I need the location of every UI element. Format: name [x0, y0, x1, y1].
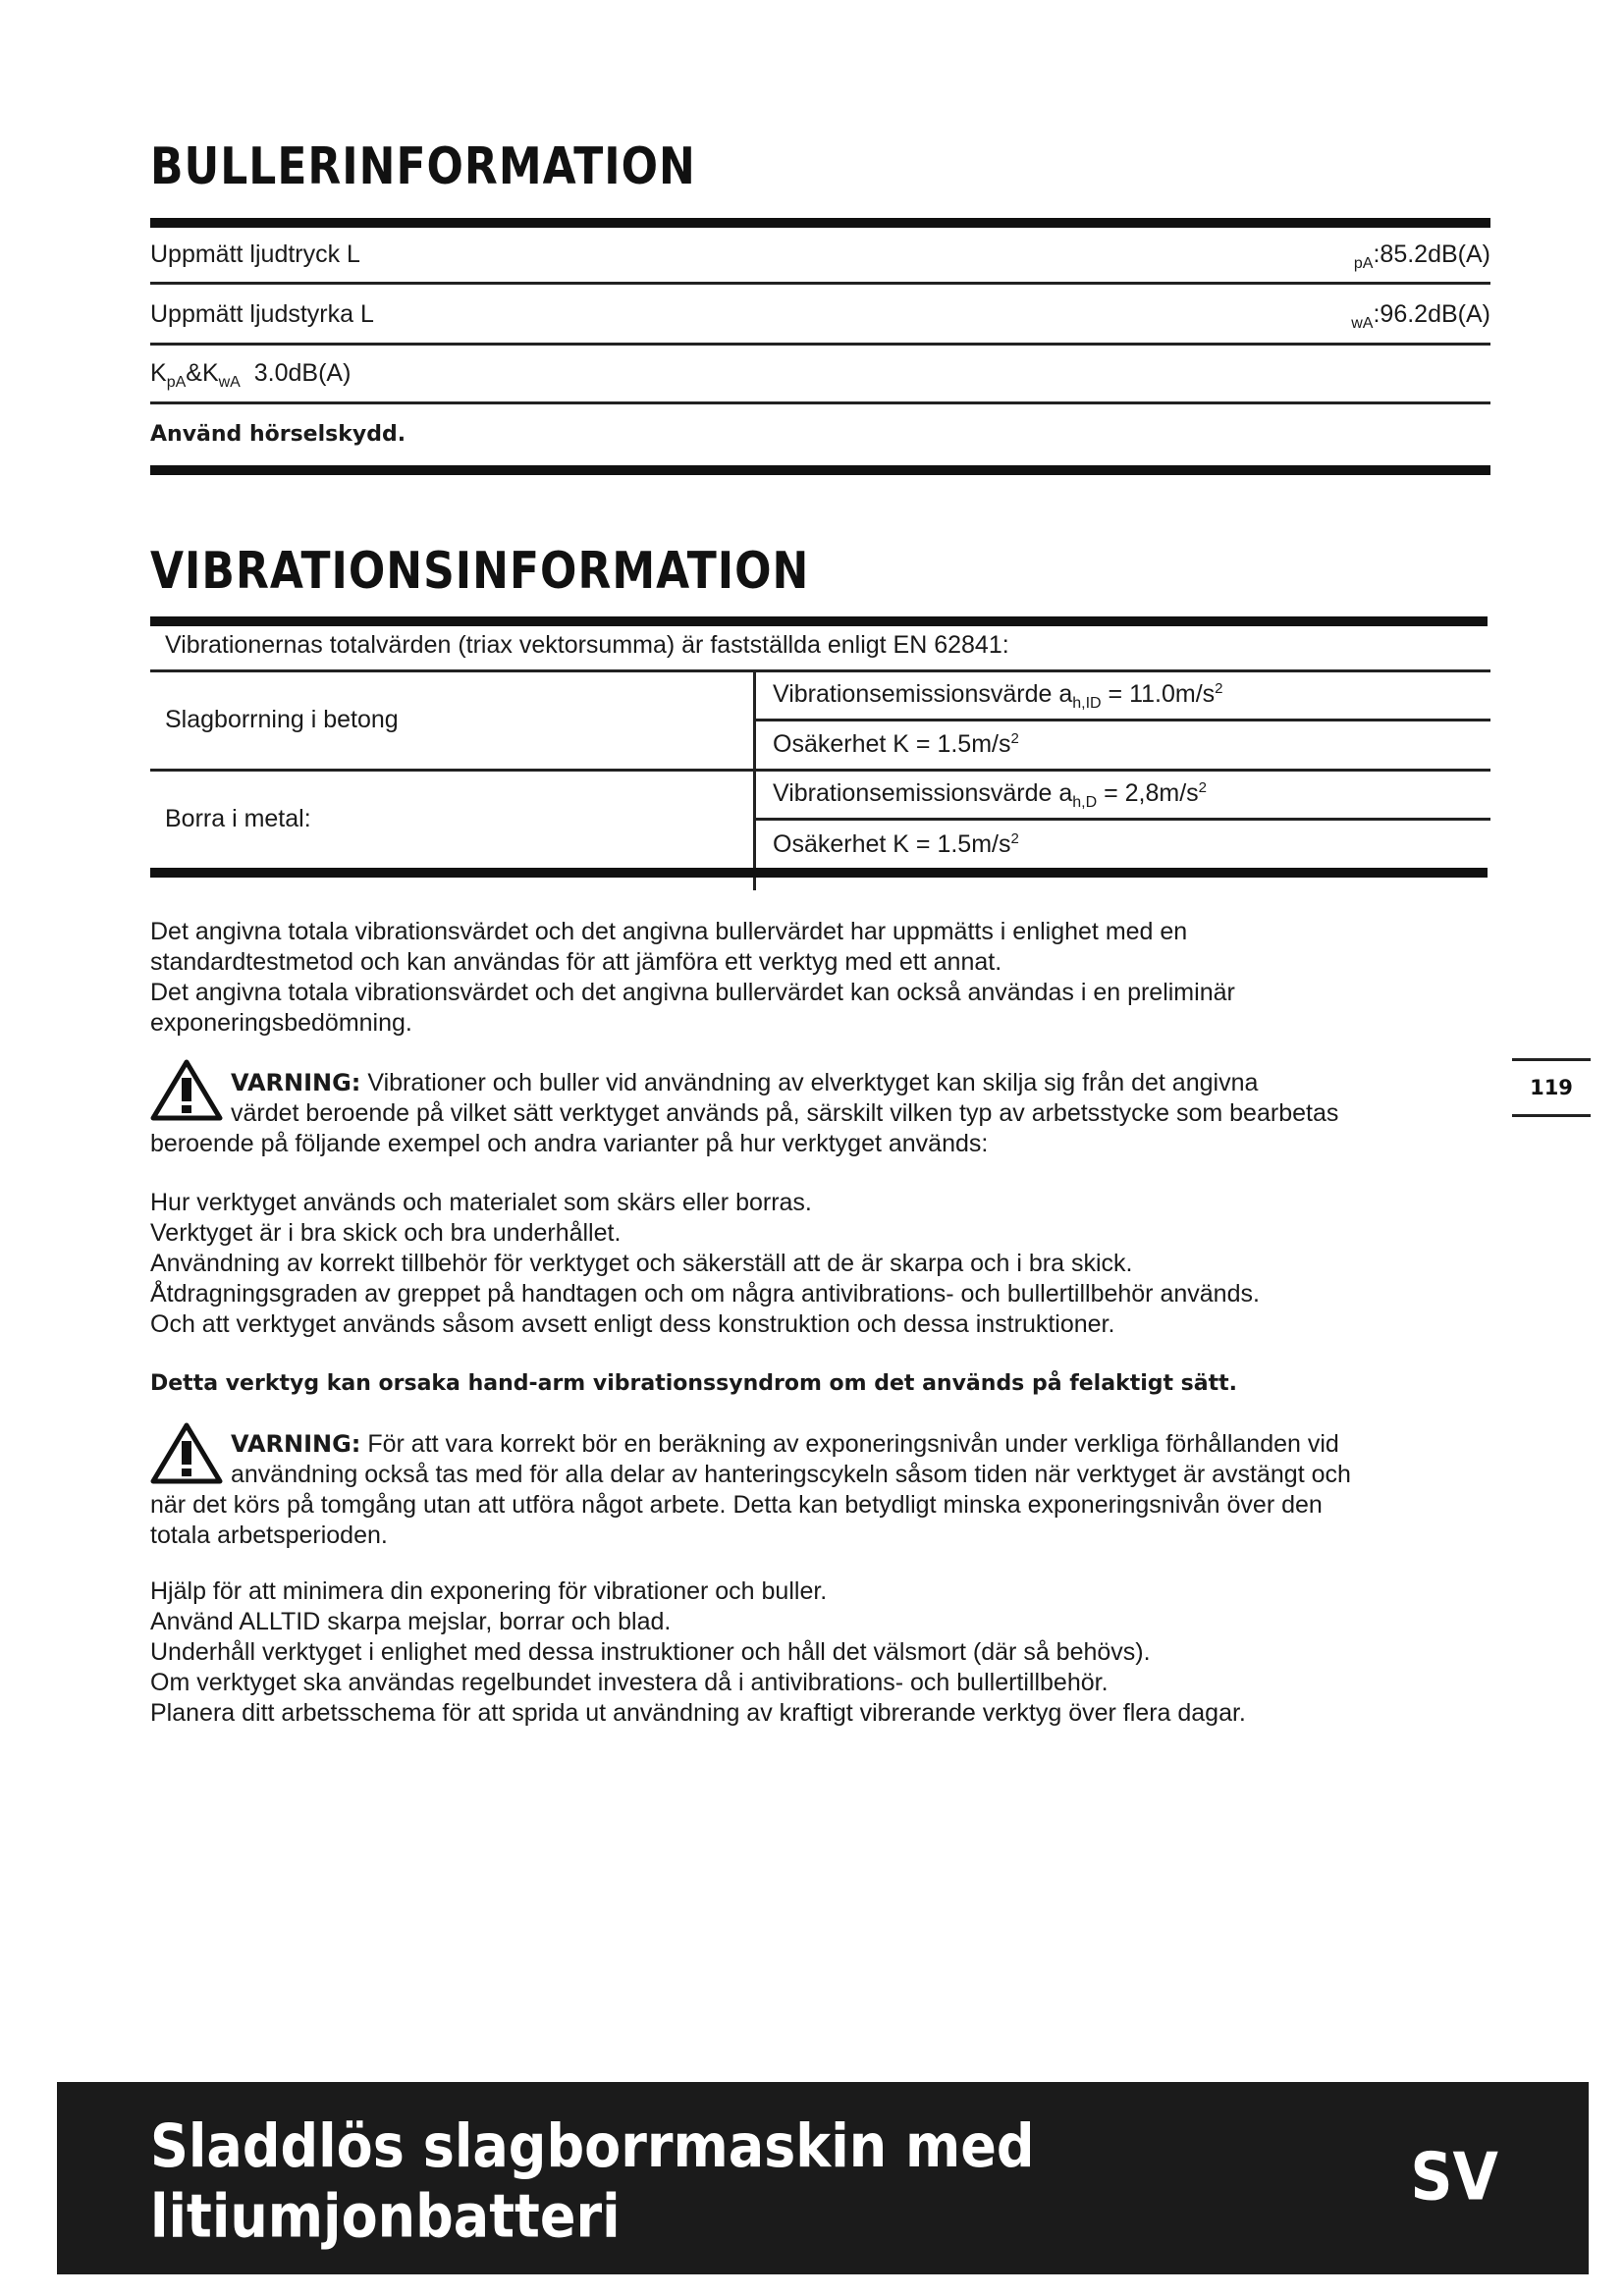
noise-row-pressure — [150, 240, 1490, 272]
warning-2 — [150, 1429, 1505, 1551]
vibration-uncertainty — [773, 729, 1019, 759]
noise-row-sub: wA — [1351, 315, 1374, 332]
vibration-mode: Borra i metal: — [165, 805, 311, 832]
text-line: totala arbetsperioden. — [150, 1522, 388, 1549]
warning-1 — [150, 1068, 1505, 1159]
exposure-tips-list — [150, 1576, 1505, 1729]
noise-row-k — [150, 358, 1490, 391]
vibration-emission — [773, 679, 1223, 712]
text-line: Det angivna totala vibrationsvärdet och det angivna bullervärdet har uppmätts i enlighet med en — [150, 918, 1188, 945]
noise-row-value: :85.2dB(A) — [1373, 240, 1490, 268]
hearing-protection-note: Använd hörselskydd. — [150, 422, 406, 447]
text-line: Vibrationer och buller vid användning av elverktyget kan skilja sig från det angivna — [360, 1069, 1259, 1096]
vibration-uncertainty — [773, 829, 1019, 859]
emission-sub: h,D — [1072, 794, 1098, 811]
divider — [753, 818, 1490, 821]
list-item: Underhåll verktyget i enlighet med dessa instruktioner och håll det välsmort (där så behövs). — [150, 1638, 1151, 1666]
divider — [1512, 1114, 1591, 1117]
hav-warning: Detta verktyg kan orsaka hand-arm vibrationssyndrom om det används på felaktigt sätt. — [150, 1371, 1238, 1396]
vibration-intro: Vibrationernas totalvärden (triax vektorsumma) är fastställda enligt EN 62841: — [165, 631, 1009, 659]
product-title — [150, 2111, 1035, 2252]
uncertainty-value: Osäkerhet K = 1.5m/s — [773, 830, 1011, 858]
emission-label: Vibrationsemissionsvärde a — [773, 779, 1073, 807]
list-item: Användning av korrekt tillbehör för verktyget och säkerställ att de är skarpa och i bra skick. — [150, 1250, 1133, 1277]
k-sub: pA — [166, 374, 187, 391]
language-code: SV — [1410, 2139, 1498, 2216]
noise-row-power — [150, 299, 1490, 332]
emission-value: = 11.0m/s — [1101, 680, 1216, 708]
text-line: när det körs på tomgång utan att utföra något arbete. Detta kan betydligt minska exponeringsnivån över den — [150, 1491, 1323, 1519]
page-number-tab — [1512, 1058, 1591, 1117]
divider — [150, 769, 1490, 772]
noise-row-label: Uppmätt ljudstyrka L — [150, 300, 374, 328]
list-item: Åtdragningsgraden av greppet på handtagen och om några antivibrations- och bullertillbehör används. — [150, 1280, 1260, 1308]
divider — [150, 282, 1490, 285]
footer-banner — [57, 2082, 1589, 2274]
divider — [753, 719, 1490, 721]
product-title-line: Sladdlös slagborrmaskin med — [150, 2111, 1035, 2181]
vibration-top-rule — [150, 616, 1488, 626]
k-sub: wA — [218, 374, 241, 391]
divider — [1512, 1058, 1591, 1061]
noise-heading: BULLERINFORMATION — [150, 137, 696, 197]
noise-note-row — [150, 418, 1490, 450]
vibration-emission — [773, 778, 1208, 811]
k-symbol: K — [150, 359, 167, 387]
k-symbol: &K — [186, 359, 219, 387]
list-item: Om verktyget ska användas regelbundet investera då i antivibrations- och bullertillbehör. — [150, 1669, 1109, 1696]
text-line: värdet beroende på vilket sätt verktyget används på, särskilt vilken typ av arbetsstycke som bearbetas — [231, 1099, 1339, 1127]
list-item: Hur verktyget används och materialet som skärs eller borras. — [150, 1189, 812, 1216]
product-title-line: litiumjonbatteri — [150, 2181, 621, 2252]
text-line: Det angivna totala vibrationsvärdet och det angivna bullervärdet kan också användas i en preliminär — [150, 979, 1235, 1006]
vibration-mode: Slagborrning i betong — [165, 706, 399, 733]
divider — [150, 669, 1490, 672]
noise-top-rule — [150, 218, 1490, 228]
uncertainty-value: Osäkerhet K = 1.5m/s — [773, 730, 1011, 758]
text-line: exponeringsbedömning. — [150, 1009, 412, 1037]
vibration-heading: VIBRATIONSINFORMATION — [150, 542, 810, 602]
bold-warning — [150, 1368, 1505, 1399]
vibration-bottom-rule — [150, 868, 1488, 878]
usage-factors-list — [150, 1188, 1505, 1340]
vibration-paragraph — [150, 917, 1505, 1039]
noise-bottom-rule — [150, 465, 1490, 475]
text-line: användning också tas med för alla delar av hanteringscykeln såsom tiden när verktyget är avstängt och — [231, 1461, 1351, 1488]
text-line: standardtestmetod och kan användas för att jämföra ett verktyg med ett annat. — [150, 948, 1002, 976]
list-item: Använd ALLTID skarpa mejslar, borrar och blad. — [150, 1608, 672, 1635]
divider — [150, 401, 1490, 404]
warning-label: VARNING: — [231, 1069, 361, 1096]
list-item: Och att verktyget används såsom avsett enligt dess konstruktion och dessa instruktioner. — [150, 1310, 1115, 1338]
list-item: Planera ditt arbetsschema för att sprida ut användning av kraftigt vibrerande verktyg över flera dagar. — [150, 1699, 1246, 1727]
emission-sup: 2 — [1215, 680, 1223, 697]
page-number: 119 — [1530, 1076, 1573, 1099]
uncertainty-sup: 2 — [1010, 830, 1019, 847]
noise-row-label: Uppmätt ljudtryck L — [150, 240, 360, 268]
emission-value: = 2,8m/s — [1097, 779, 1199, 807]
divider — [150, 343, 1490, 346]
warning-label: VARNING: — [231, 1430, 361, 1458]
uncertainty-sup: 2 — [1010, 730, 1019, 747]
noise-row-sub: pA — [1353, 255, 1374, 272]
list-item: Hjälp för att minimera din exponering för vibrationer och buller. — [150, 1577, 828, 1605]
emission-sup: 2 — [1198, 779, 1208, 796]
list-item: Verktyget är i bra skick och bra underhållet. — [150, 1219, 622, 1247]
emission-sub: h,ID — [1072, 695, 1102, 712]
emission-label: Vibrationsemissionsvärde a — [773, 680, 1073, 708]
noise-row-value: :96.2dB(A) — [1373, 300, 1490, 328]
k-value: 3.0dB(A) — [240, 359, 352, 387]
text-line: beroende på följande exempel och andra varianter på hur verktyget används: — [150, 1130, 989, 1157]
text-line: För att vara korrekt bör en beräkning av exponeringsnivån under verkliga förhållanden vid — [360, 1430, 1339, 1458]
